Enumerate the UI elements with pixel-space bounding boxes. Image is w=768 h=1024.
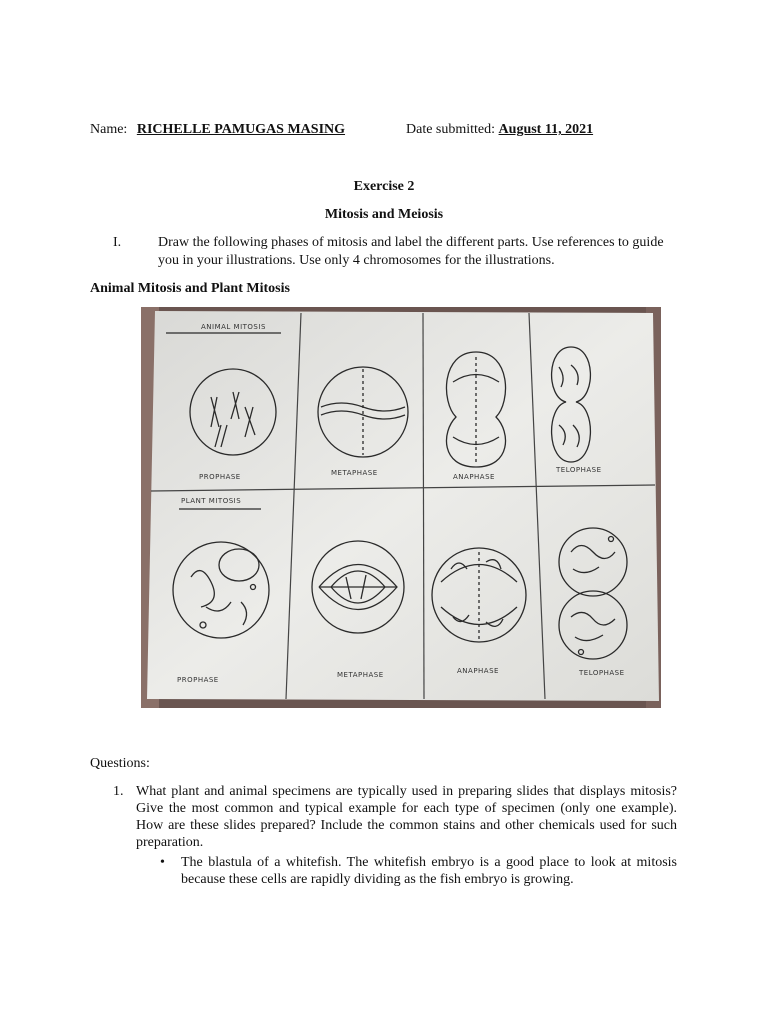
plant-prophase-label: PROPHASE	[177, 676, 219, 684]
drawing-sheet	[141, 307, 661, 708]
animal-mitosis-heading: ANIMAL MITOSIS	[201, 323, 266, 331]
bullet-icon: •	[160, 855, 165, 870]
student-name: RICHELLE PAMUGAS MASING	[136, 122, 346, 137]
date-submitted: August 11, 2021	[498, 122, 594, 137]
plant-metaphase-label: METAPHASE	[337, 671, 384, 679]
animal-prophase-label: PROPHASE	[199, 473, 241, 481]
animal-anaphase-label: ANAPHASE	[453, 473, 495, 481]
animal-metaphase-label: METAPHASE	[331, 469, 378, 477]
animal-telophase-label: TELOPHASE	[556, 466, 602, 474]
name-row	[90, 121, 345, 138]
question-1-answer: The blastula of a whitefish. The whitefish embryo is a good place to look at mitosis because these cells are rapidly dividing as the fish embryo is growing.	[181, 855, 677, 887]
instruction-line-1: Draw the following phases of mitosis and label the different parts. Use references to guide	[158, 235, 664, 250]
mitosis-drawings-photo	[141, 307, 661, 708]
name-label: Name:	[90, 122, 128, 137]
plant-mitosis-heading: PLANT MITOSIS	[181, 497, 242, 505]
section-heading: Animal Mitosis and Plant Mitosis	[90, 281, 290, 296]
plant-telophase-label: TELOPHASE	[579, 669, 625, 677]
question-1-text: What plant and animal specimens are typically used in preparing slides that displays mitosis? Give the most common and typical example for each type of specimen (only one example). How are these slides prepared? Include the common stains and other chemicals used for such preparation.	[136, 784, 677, 850]
instruction-number: I.	[113, 235, 122, 250]
exercise-title: Exercise 2	[353, 179, 415, 194]
question-1-number: 1.	[113, 784, 124, 799]
plant-anaphase-label: ANAPHASE	[457, 667, 499, 675]
exercise-subtitle: Mitosis and Meiosis	[324, 207, 444, 222]
questions-heading: Questions:	[90, 756, 150, 771]
date-row	[406, 121, 593, 138]
date-label: Date submitted:	[406, 122, 496, 137]
instruction-line-2: you in your illustrations. Use only 4 chromosomes for the illustrations.	[158, 253, 555, 268]
